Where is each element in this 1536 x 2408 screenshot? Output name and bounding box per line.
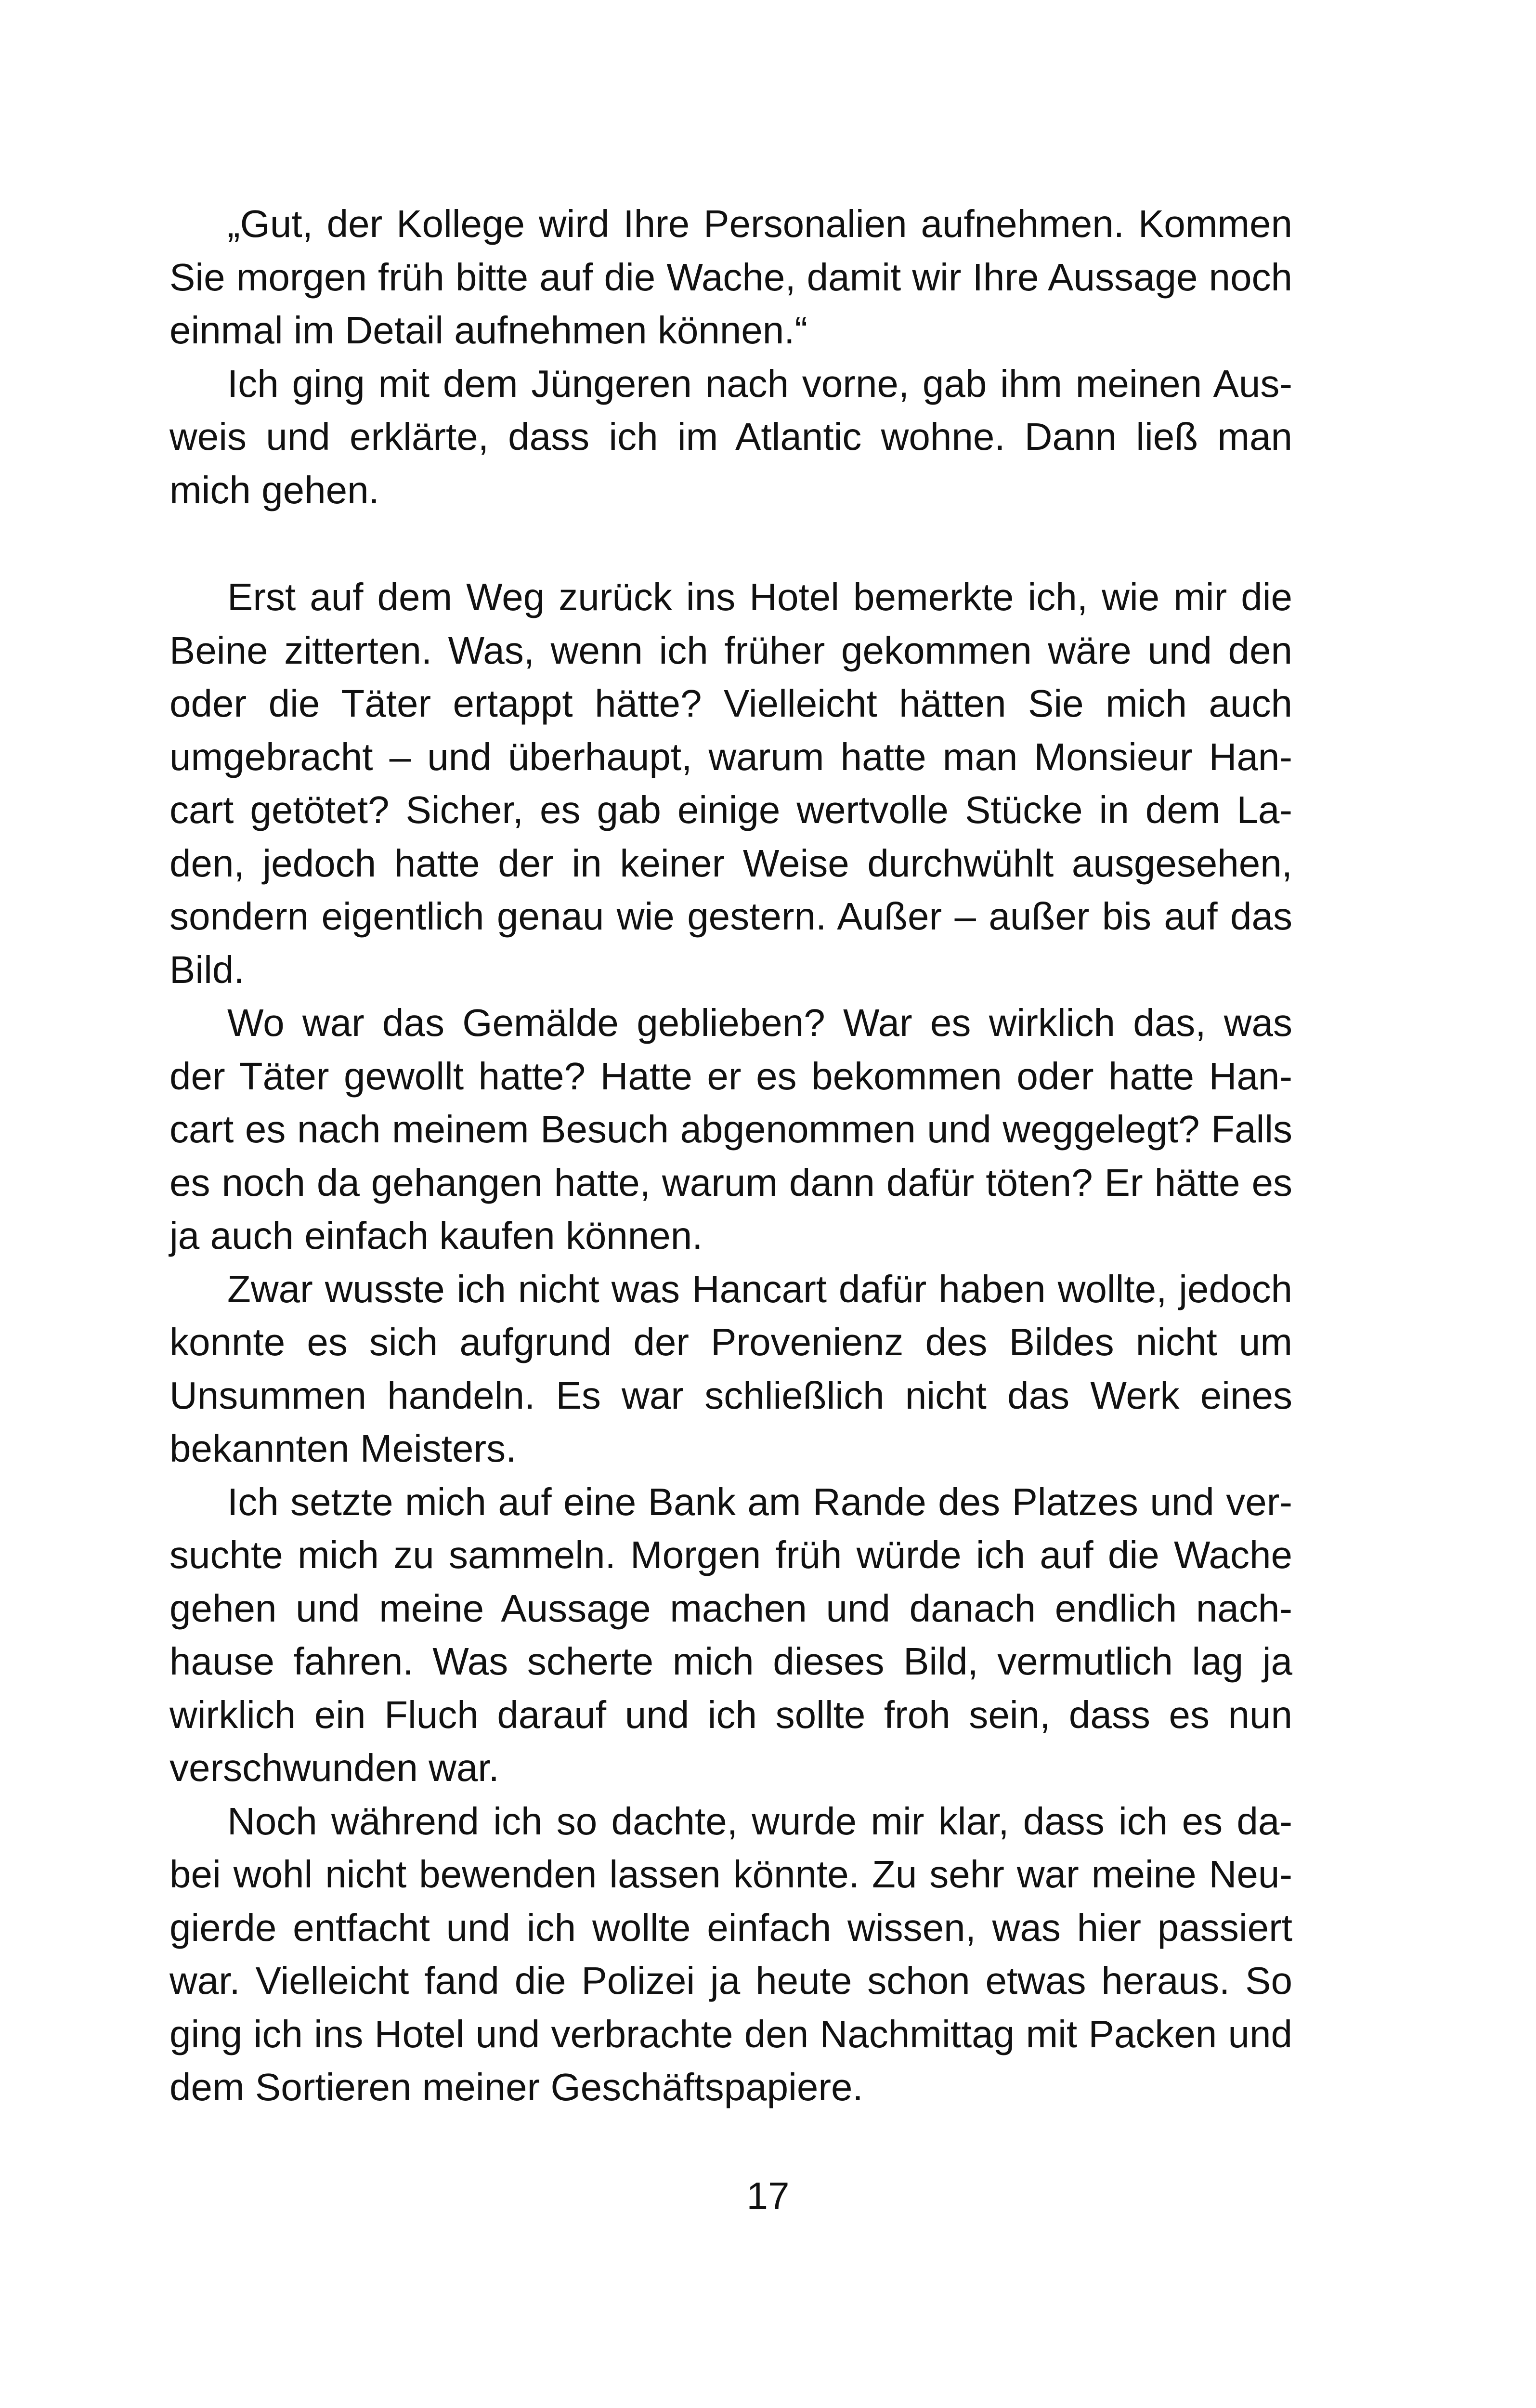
paragraph: Ich ging mit dem Jüngeren nach vorne, gab ihm meinen Ausweis und erklärte, dass ich im Atlantic wohne. Dann ließ man mich gehen.: [169, 362, 1292, 511]
paragraph: Zwar wusste ich nicht was Hancart dafür haben wollte, jedoch konnte es sich aufgrund der Provenienz des Bildes nicht um Unsummen handeln. Es war schließlich nicht das Werk eines bekannten Meisters.: [169, 1267, 1292, 1470]
paragraph: „Gut, der Kollege wird Ihre Personalien aufnehmen. Kommen Sie morgen früh bitte auf die Wache, damit wir Ihre Aussage noch einmal im Detail aufnehmen können.“: [169, 202, 1292, 352]
paragraph: Noch während ich so dachte, wurde mir klar, dass ich es dabei wohl nicht bewenden lassen könnte. Zu sehr war meine Neugierde entfacht und ich wollte einfach wissen, was hier passiert war. Vielleicht fand die Polizei ja heute schon etwas heraus. So ging ich ins Hotel und verbrachte den Nachmittag mit Packen und dem Sortieren meiner Geschäftspapiere.: [169, 1799, 1292, 2108]
text-section-2: [169, 571, 1292, 2114]
paragraph: Wo war das Gemälde geblieben? War es wirklich das, was der Täter gewollt hatte? Hatte er es bekommen oder hatte Hancart es nach meinem Besuch abgenommen und weggelegt? Falls es noch da gehangen hatte, warum dann dafür töten? Er hätte es ja auch einfach kaufen können.: [169, 1001, 1292, 1257]
text-section-1: [169, 197, 1292, 517]
paragraph: Erst auf dem Weg zurück ins Hotel bemerkte ich, wie mir die Beine zitterten. Was, wenn ich früher gekommen wäre und den oder die Täter ertappt hätte? Vielleicht hätten Sie mich auch umgebracht – und überhaupt, warum hatte man Monsieur Hancart getötet? Sicher, es gab einige wertvolle Stücke in dem Laden, jedoch hatte der in keiner Weise durchwühlt ausgesehen, sondern eigentlich genau wie gestern. Außer – außer bis auf das Bild.: [169, 576, 1292, 991]
paragraph: Ich setzte mich auf eine Bank am Rande des Platzes und versuchte mich zu sammeln. Morgen früh würde ich auf die Wache gehen und meine Aussage machen und danach endlich nachhause fahren. Was scherte mich dieses Bild, vermutlich lag ja wirklich ein Fluch darauf und ich sollte froh sein, dass es nun verschwunden war.: [169, 1480, 1292, 1789]
page-number: 17: [746, 2174, 790, 2217]
